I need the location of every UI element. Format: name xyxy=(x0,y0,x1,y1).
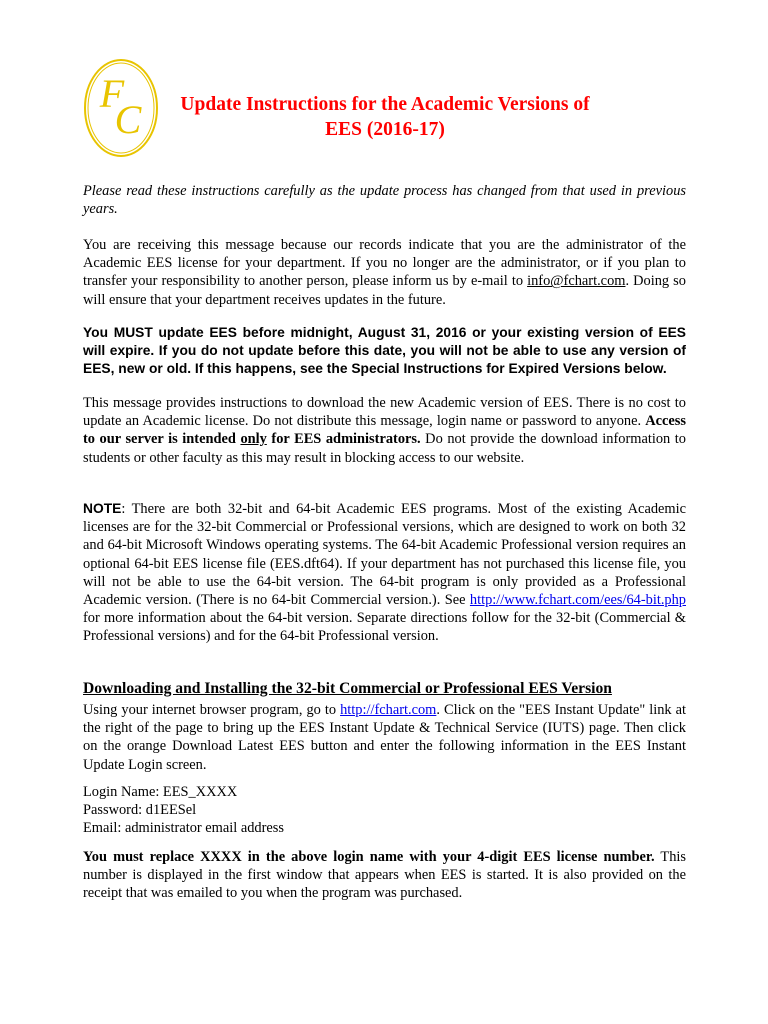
note-text-before: : There are both 32-bit and 64-bit Academic EES programs. Most of the existing Academic licenses are for the 32-bit Commercial or Professional versions, which are designed to work on both 32 and 64-bit Microsoft Windows operating systems. The 64-bit Academic Professional version requires an optional 64-bit EES license file (EES.dft64). If your department has not purchased this license file, you will not be able to use the 64-bit version. The 64-bit program is only provided as a Professional Academic version. (There is no 64-bit Commercial version.). See xyxy=(83,501,686,609)
64-bit-info-link[interactable]: http://www.fchart.com/ees/64-bit.php xyxy=(469,592,686,609)
password-line: Password: d1EESel xyxy=(83,802,197,819)
intro-paragraph: Please read these instructions carefully as the update process has changed from that used in previous years. xyxy=(83,183,686,218)
note-text-after: for more information about the 64-bit version. Separate directions follow for the 32-bit (Commercial & Professional versions) and for the 64-bit Professional version. xyxy=(83,610,686,645)
fchart-home-link[interactable]: http://fchart.com xyxy=(340,702,437,718)
logo-graphic xyxy=(82,57,160,159)
instructions-text-after: Do not provide the download information to students or other faculty as this may result in blocking access to our website. xyxy=(83,431,687,466)
admin-text-before: You are receiving this message because our records indicate that you are the administrator of the Academic EES license for your department. If you no longer are the administrator, or if you plan to transfer your responsibility to another person, please inform us by e-mail to xyxy=(83,237,686,290)
install-text-before: Using your internet browser program, go to xyxy=(83,702,341,718)
access-bold-2: for EES administrators. xyxy=(266,431,421,448)
page-title xyxy=(160,92,610,142)
expiry-warning: You MUST update EES before midnight, August 31, 2016 or your existing version of EES will expire. If you do not update before this date, you will not be able to use any version of EES, new or old. If this happens, see the Special Instructions for Expired Versions below. xyxy=(83,325,686,377)
logo-letter-f: F xyxy=(99,71,125,116)
logo-letter-c: C xyxy=(114,97,142,142)
admin-text-after: . Doing so will ensure that your department receives updates in the future. xyxy=(83,273,686,308)
title-line-1: Update Instructions for the Academic Versions of xyxy=(180,94,590,115)
replace-text: This number is displayed in the first window that appears when EES is started. It is also provided on the receipt that was emailed to you when the program was purchased. xyxy=(83,849,686,902)
access-bold-1: Access to our server is intended xyxy=(83,413,686,448)
instructions-text-before: This message provides instructions to download the new Academic version of EES. There is no cost to update an Academic license. Do not distribute this message, login name or password to anyone. xyxy=(83,395,686,430)
replace-bold-text: You must replace XXXX in the above login name with your 4-digit EES license number. xyxy=(83,849,655,865)
note-label: NOTE xyxy=(83,501,122,516)
install-paragraph xyxy=(83,701,686,774)
admin-paragraph xyxy=(83,236,686,309)
login-name-line: Login Name: EES_XXXX xyxy=(83,784,238,800)
credentials-block xyxy=(83,783,686,838)
instructions-paragraph xyxy=(83,394,686,467)
access-bold-only: only xyxy=(240,431,267,448)
title-line-2: EES (2016-17) xyxy=(325,119,445,140)
section-heading-32bit: Downloading and Installing the 32-bit Commercial or Professional EES Version xyxy=(83,680,612,697)
info-email-link[interactable]: info@fchart.com xyxy=(527,273,626,290)
note-paragraph xyxy=(83,500,686,646)
replace-paragraph xyxy=(83,848,686,903)
install-text-after: . Click on the "EES Instant Update" link at the right of the page to bring up the EES Instant Update & Technical Service (IUTS) page. Then click on the orange Download Latest EES button and enter the following information in the EES Instant Update Login screen. xyxy=(83,702,687,773)
fchart-logo xyxy=(82,57,160,159)
email-line: Email: administrator email address xyxy=(83,820,285,837)
